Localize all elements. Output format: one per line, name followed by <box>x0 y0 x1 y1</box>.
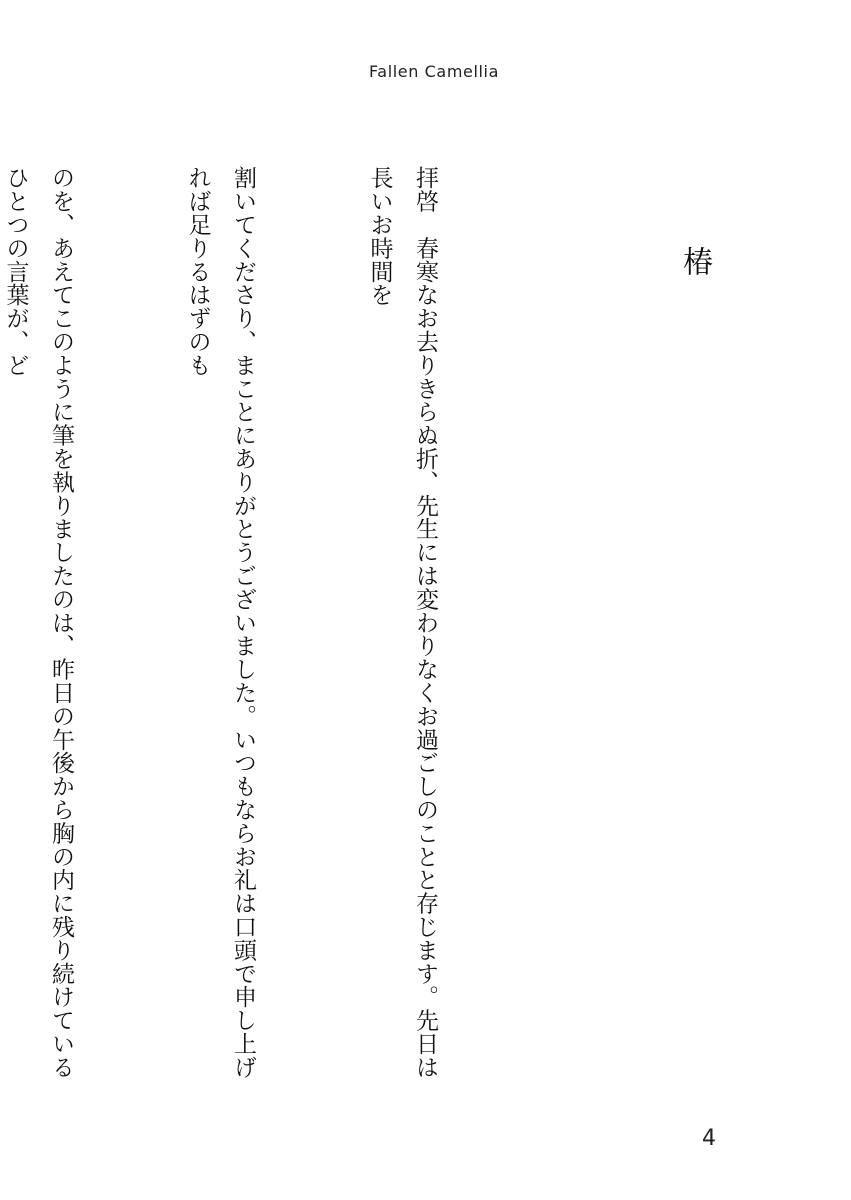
running-header: Fallen Camellia <box>368 62 499 81</box>
text-column: 割いてくださり、まことにありがとうございました。いつもならお礼は口頭で申し上げれば足りるはずのも <box>184 166 256 1079</box>
page-number: 4 <box>702 1126 716 1151</box>
text-column: のを、あえてこのように筆を執りましたのは、昨日の午後から胸の内に残り続けているひとつの言葉が、ど <box>2 166 74 1079</box>
text-column: 拝啓 春寒なお去りきらぬ折、先生には変わりなくお過ごしのことと存じます。先日は長いお時間を <box>366 166 438 1079</box>
body-text <box>0 166 538 1096</box>
chapter-title: 椿 <box>677 246 712 276</box>
